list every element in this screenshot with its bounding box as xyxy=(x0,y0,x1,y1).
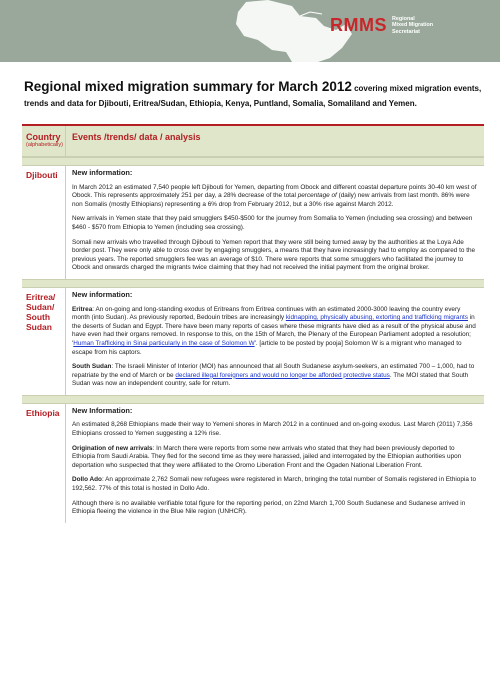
events-cell xyxy=(66,288,484,395)
country-header-label: Country xyxy=(26,132,61,142)
paragraph: Eritrea: An on-going and long-standing exodus of Eritreans from Eritrea continues with an estimated 2000-3000 leaving the country every month (into Sudan). As previously reported, Bedouin tribes are increasingly kidnapping, physically abusing, extorting and trafficking migrants in the deserts of Sudan and Egypt. There have been many reports of cases where these migrants have died as a result of the physical abuse and have even had their organs removed. In response to this, on the 15th of March, the Plenary of the European Parliament adopted a resolution; 'Human Trafficking in Sinai particularly in the case of Solomon W'. [article to be posted by pooja] Solomon W is a migrant who managed to escape from his captors. xyxy=(72,305,476,356)
paragraph: South Sudan: The Israeli Minister of Interior (MOI) has announced that all South Sudanese asylum-seekers, an estimated 700 – 1,000, had to repatriate by the end of March or be declared illegal foreigners and would no longer be afforded protective status. The MOI stated that South Sudan was now an independent country, safe for return. xyxy=(72,363,475,388)
country-header-note: (alphabetically) xyxy=(26,142,63,148)
country-column-header xyxy=(22,126,66,156)
paragraph: Dollo Ado: An approximate 2,762 Somali new refugees were registered in March, bringing the total number of Somalis registered in Ethiopia to 192,562. 77% of this total is hosted in Dollo Ado. xyxy=(72,476,476,493)
page-title-main: Regional mixed migration summary for March 2012 xyxy=(24,79,352,94)
events-cell xyxy=(66,166,484,279)
country-name: Djibouti xyxy=(26,170,58,180)
country-name: Eritrea/ Sudan/ South Sudan xyxy=(26,291,56,332)
trafficking-link[interactable]: kidnapping, physically abusing, extorting and trafficking migrants xyxy=(285,314,468,322)
paragraph: An estimated 8,268 Ethiopians made their way to Yemeni shores in March 2012 in a continued and on-going exodus. Last March (2011) 7,356 Ethiopians crossed to Yemen suggesting a 12% rise. xyxy=(72,421,473,438)
table-row xyxy=(22,288,484,395)
paragraph: Origination of new arrivals: In March there were reports from some new arrivals who stated that they had been previously deported to Ethiopia from Saudi Arabia. They fled for the second time as they were harassed, jailed and interrogated by the Ethiopian authorities upon deportation who suspected that they were affiliated to the Oromo Liberation Front and the Ogaden National Liberation Front. xyxy=(72,444,462,469)
country-cell xyxy=(22,166,66,279)
logo-subtitle: Regional Mixed Migration Secretariat xyxy=(392,15,434,35)
summary-table xyxy=(22,124,484,523)
row-separator xyxy=(22,279,484,288)
paragraph: New arrivals in Yemen state that they paid smugglers $450-$500 for the journey from Somalia to Yemen (including sea crossing) and between $460 - $570 from Ethiopia to Yemen (including sea crossing). xyxy=(72,215,473,231)
section-heading: New Information: xyxy=(72,405,133,415)
row-separator xyxy=(22,157,484,166)
page-title-rest: covering mixed migration events, trends and data for Djibouti, Eritrea/Sudan, Ethiopia, Kenya, Puntland, Somalia, Somaliland and Yemen. xyxy=(24,84,482,108)
paragraph: Somali new arrivals who travelled through Djibouti to Yemen report that they were still being turned away by the authorities at the Loya Ade border post. They were only able to cross over by engaging smugglers, a means that they have increasingly had to employ as compared to the previous years. The reported smugglers fee was an average of $10. There were reports that some smugglers who facilitated the journey to Obock and onwards charged the migrants twice claiming that they had not received the initial payment from the original broker. xyxy=(72,238,476,272)
country-name: Ethiopia xyxy=(26,407,60,418)
events-column-header xyxy=(66,126,484,156)
logo-text: RMMS xyxy=(330,15,387,35)
row-separator xyxy=(22,395,484,404)
resolution-link[interactable]: Human Trafficking in Sinai particularly in the case of Solomon W xyxy=(73,339,255,347)
paragraph: In March 2012 an estimated 7,540 people left Djibouti for Yemen, departing from Obock and different coastal departure points 30-40 km west of Obock. This represents approximately 251 per day, a 28% decrease of the total percentage of (daily) new arrivals from last month. 86% were non Somalis (mostly Ethiopians) representing a 6% drop from February 2012, but a 30% rise against March 2012. xyxy=(72,183,477,208)
country-cell xyxy=(22,404,66,523)
protective-status-link[interactable]: declared illegal foreigners and would no longer be afforded protective status xyxy=(175,371,390,379)
section-heading: New information: xyxy=(72,168,133,177)
table-row xyxy=(22,404,484,523)
country-cell xyxy=(22,288,66,395)
rmms-logo xyxy=(330,15,433,36)
events-cell xyxy=(66,404,484,523)
table-row xyxy=(22,166,484,279)
header-banner xyxy=(0,0,500,62)
table-header-row xyxy=(22,126,484,157)
events-header-label: Events /trends/ data / analysis xyxy=(72,132,201,142)
paragraph: Although there is no available verifiable total figure for the reporting period, on 22nd March 1,700 South Sudanese and Sudanese arrived in Ethiopia fleeing the violence in the Blue Nile region (UNHCR). xyxy=(72,499,466,516)
page-title xyxy=(24,80,484,111)
section-heading: New information: xyxy=(72,289,133,299)
